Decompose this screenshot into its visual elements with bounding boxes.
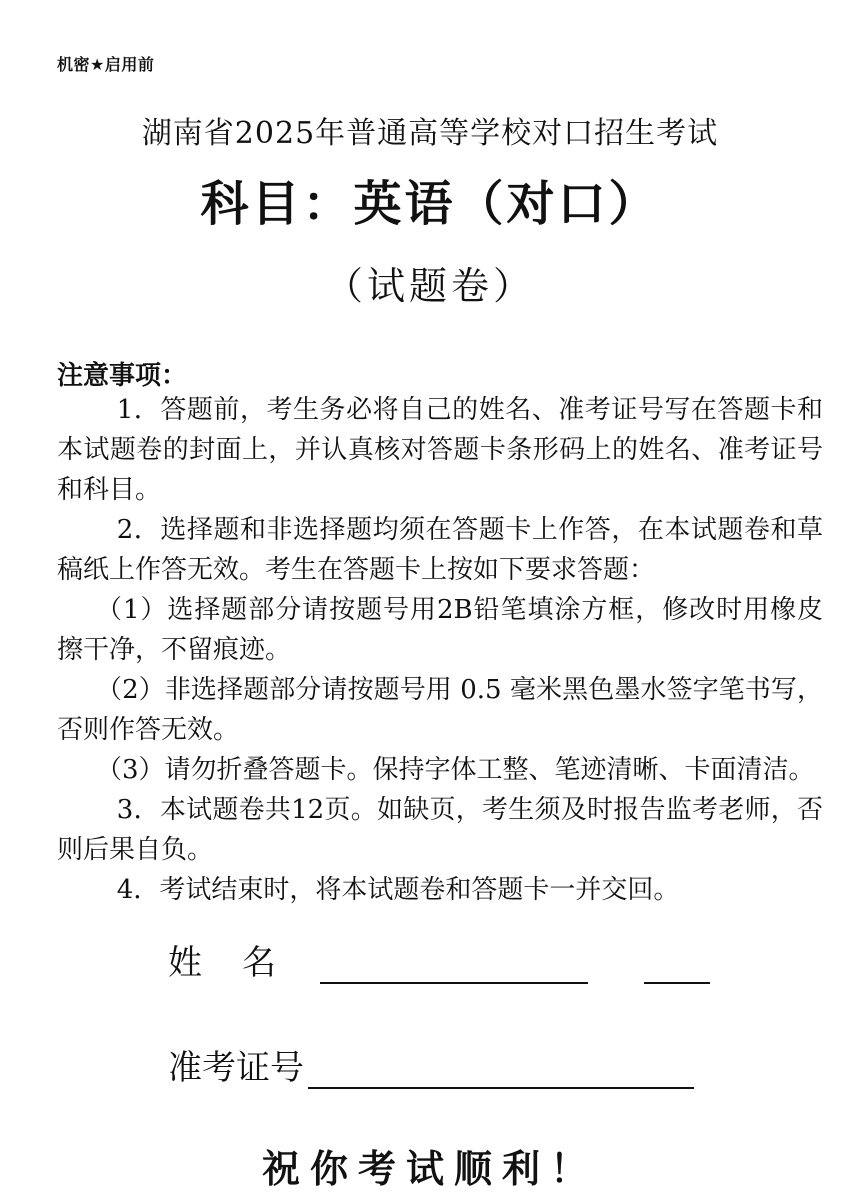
name-blank-line-short[interactable]: [644, 952, 710, 984]
notice-subitem-1: （1）选择题部分请按题号用2B铅笔填涂方框，修改时用橡皮擦干净，不留痕迹。: [57, 595, 823, 665]
paper-type: （试题卷）: [324, 264, 535, 308]
subject-title: 科目：英语（对口）: [200, 176, 660, 232]
name-field[interactable]: [168, 935, 710, 984]
notice-item-4: 4．考试结束时，将本试题卷和答题卡一并交回。: [116, 875, 680, 905]
notice-item-3: 3．本试题卷共12页。如缺页，考生须及时报告监考老师，否则后果自负。: [57, 795, 823, 865]
good-luck-message: 祝你考试顺利！: [261, 1147, 598, 1191]
confidential-mark: 机密★启用前: [57, 55, 155, 74]
notice-subitem-2: （2）非选择题部分请按题号用 0.5 毫米黑色墨水签字笔书写，否则作答无效。: [57, 675, 823, 745]
name-line-gap: [592, 954, 640, 984]
notice-item-2: 2．选择题和非选择题均须在答题卡上作答，在本试题卷和草稿纸上作答无效。考生在答题卡上按如下要求答题：: [57, 515, 823, 585]
notice-list: [57, 390, 823, 910]
name-label: 姓名: [168, 943, 316, 983]
exam-id-field[interactable]: [168, 1040, 694, 1089]
name-blank-line[interactable]: [320, 952, 588, 984]
notice-subitem-3: （3）请勿折叠答题卡。保持字体工整、笔迹清晰、卡面清洁。: [96, 755, 815, 785]
exam-id-label: 准考证号: [168, 1048, 304, 1088]
notice-heading: 注意事项：: [57, 361, 188, 391]
exam-title: 湖南省2025年普通高等学校对口招生考试: [141, 116, 719, 151]
notice-item-1: 1．答题前，考生务必将自己的姓名、准考证号写在答题卡和本试题卷的封面上，并认真核对答题卡条形码上的姓名、准考证号和科目。: [57, 395, 823, 505]
exam-id-blank-line[interactable]: [308, 1057, 694, 1089]
